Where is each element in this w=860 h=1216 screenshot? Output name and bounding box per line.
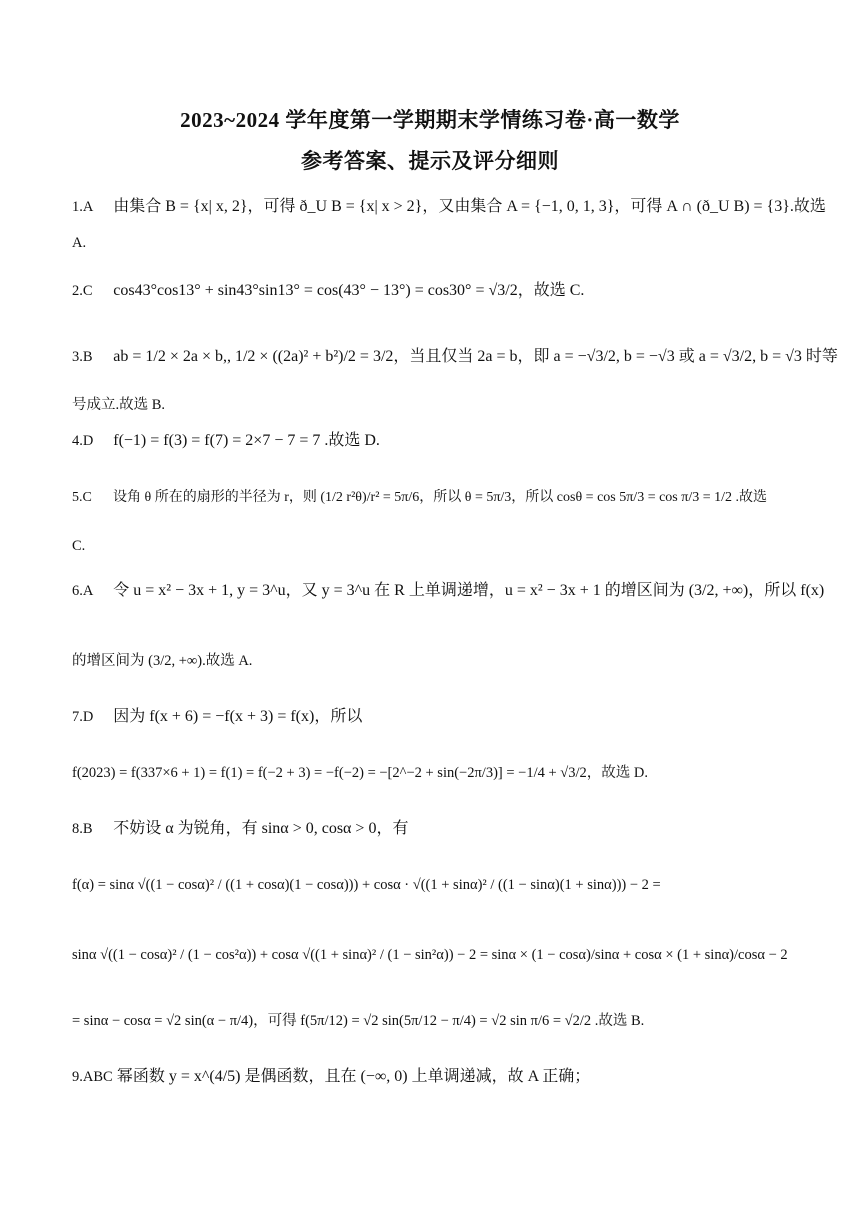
answer-2 [72,280,584,302]
answer-number: 5.C [72,490,92,505]
answer-8-line3: sinα √((1 − cosα)² / (1 − cos²α)) + cosα √((1 + sinα)² / (1 − sin²α)) − 2 = sinα × (1 − cosα)/sinα + cosα × (1 + sinα)/cosα − 2 [72,947,788,963]
answer-number: 4.D [72,433,94,449]
answer-3-cont: 号成立.故选 B. [72,397,166,413]
answer-text: 不妨设 α 为锐角，有 sinα > 0, cosα > 0，有 [113,820,409,837]
answer-8 [72,818,408,840]
answer-number: 3.B [72,349,93,365]
answer-text: ab = 1/2 × 2a × b,, 1/2 × ((2a)² + b²)/2 = 3/2，当且仅当 2a = b，即 a = −√3/2, b = −√3 或 a = √3/2, b = √3 时等 [113,348,838,365]
answer-7 [72,706,362,728]
answer-number: 7.D [72,709,94,725]
answer-7-cont: f(2023) = f(337×6 + 1) = f(1) = f(−2 + 3) = −f(−2) = −[2^−2 + sin(−2π/3)] = −1/4 + √3/2，故选 D. [72,765,648,781]
answer-number: 2.C [72,283,93,299]
answer-text: 幂函数 y = x^(4/5) 是偶函数，且在 (−∞, 0) 上单调递减，故 A 正确； [116,1068,591,1085]
answer-9 [72,1066,590,1088]
answer-number: 9.ABC [72,1069,113,1085]
answer-4 [72,430,380,452]
answer-number: 6.A [72,583,94,599]
answer-text: 因为 f(x + 6) = −f(x + 3) = f(x)，所以 [113,708,363,725]
answer-5-cont: C. [72,538,86,554]
answer-8-line2: f(α) = sinα √((1 − cosα)² / ((1 + cosα)(1 − cosα))) + cosα · √((1 + sinα)² / ((1 − sinα)(1 + sinα))) − 2 = [72,877,661,893]
answer-number: 8.B [72,821,93,837]
answer-5 [72,487,767,509]
answer-6-cont: 的增区间为 (3/2, +∞).故选 A. [72,653,253,669]
answer-text: 设角 θ 所在的扇形的半径为 r，则 (1/2 r²θ)/r² = 5π/6，所以 θ = 5π/3，所以 cosθ = cos 5π/3 = cos π/3 = 1/2 .故选 [113,490,767,505]
answer-1 [72,196,826,218]
answer-8-line4: = sinα − cosα = √2 sin(α − π/4)，可得 f(5π/12) = √2 sin(5π/12 − π/4) = √2 sin π/6 = √2/2 .故选 B. [72,1013,645,1029]
answer-text: 令 u = x² − 3x + 1, y = 3^u，又 y = 3^u 在 R 上单调递增，u = x² − 3x + 1 的增区间为 (3/2, +∞)，所以 f(x) [113,582,825,599]
answer-text: f(−1) = f(3) = f(7) = 2×7 − 7 = 7 .故选 D. [113,432,380,449]
page-title: 2023~2024 学年度第一学期期末学情练习卷·高一数学 [180,108,680,132]
answer-text: cos43°cos13° + sin43°sin13° = cos(43° − 13°) = cos30° = √3/2，故选 C. [113,282,585,299]
answer-6 [72,580,824,602]
answer-text: 由集合 B = {x| x, 2}，可得 ð_U B = {x| x > 2}，又由集合 A = {−1, 0, 1, 3}，可得 A ∩ (ð_U B) = {3}.故选 [113,198,826,215]
answer-1-cont: A. [72,235,87,251]
answer-3 [72,346,838,368]
page-subtitle: 参考答案、提示及评分细则 [301,149,559,173]
answer-number: 1.A [72,199,94,215]
